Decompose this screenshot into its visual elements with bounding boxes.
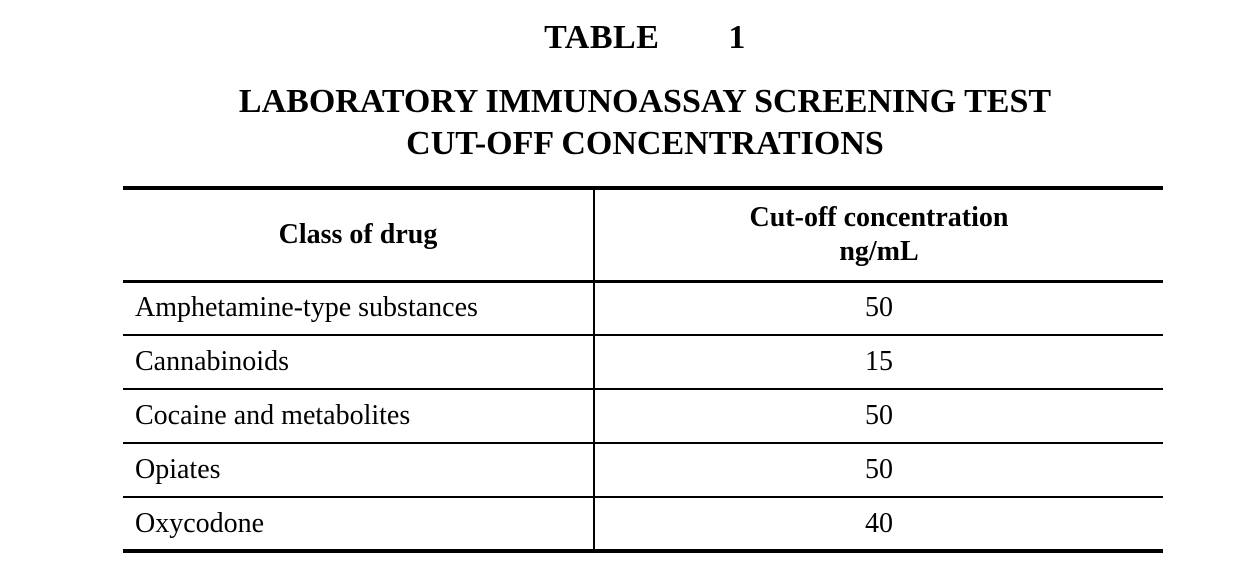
table-header xyxy=(123,188,1163,281)
header-class-of-drug: Class of drug xyxy=(123,188,594,281)
drug-class-cell: Amphetamine-type substances xyxy=(123,281,594,335)
table-row xyxy=(123,497,1163,551)
table-title xyxy=(0,81,1246,165)
table-label: TABLE 1 xyxy=(544,19,746,56)
table-title-line-2: CUT-OFF CONCENTRATIONS xyxy=(406,125,884,162)
drug-class-cell: Cannabinoids xyxy=(123,335,594,389)
header-cutoff-unit: ng/mL xyxy=(839,235,919,267)
header-row xyxy=(123,188,1163,281)
table-row xyxy=(123,281,1163,335)
cutoff-value-cell: 40 xyxy=(865,507,893,539)
table-row xyxy=(123,443,1163,497)
drug-class-cell: Cocaine and metabolites xyxy=(123,389,594,443)
header-cutoff-label: Cut-off concentration xyxy=(749,201,1009,233)
table-title-line-1: LABORATORY IMMUNOASSAY SCREENING TEST xyxy=(238,83,1052,120)
drug-class-cell: Oxycodone xyxy=(123,497,594,551)
cutoff-value-cell: 50 xyxy=(865,400,893,431)
cutoff-value-cell: 15 xyxy=(865,346,893,377)
table-body xyxy=(123,281,1163,551)
cutoff-value-cell: 50 xyxy=(865,454,893,485)
table-row xyxy=(123,389,1163,443)
header-cutoff-concentration xyxy=(594,188,1163,281)
cutoff-value-cell: 50 xyxy=(865,292,893,324)
cutoff-table xyxy=(123,186,1163,553)
drug-class-cell: Opiates xyxy=(123,443,594,497)
table-row xyxy=(123,335,1163,389)
